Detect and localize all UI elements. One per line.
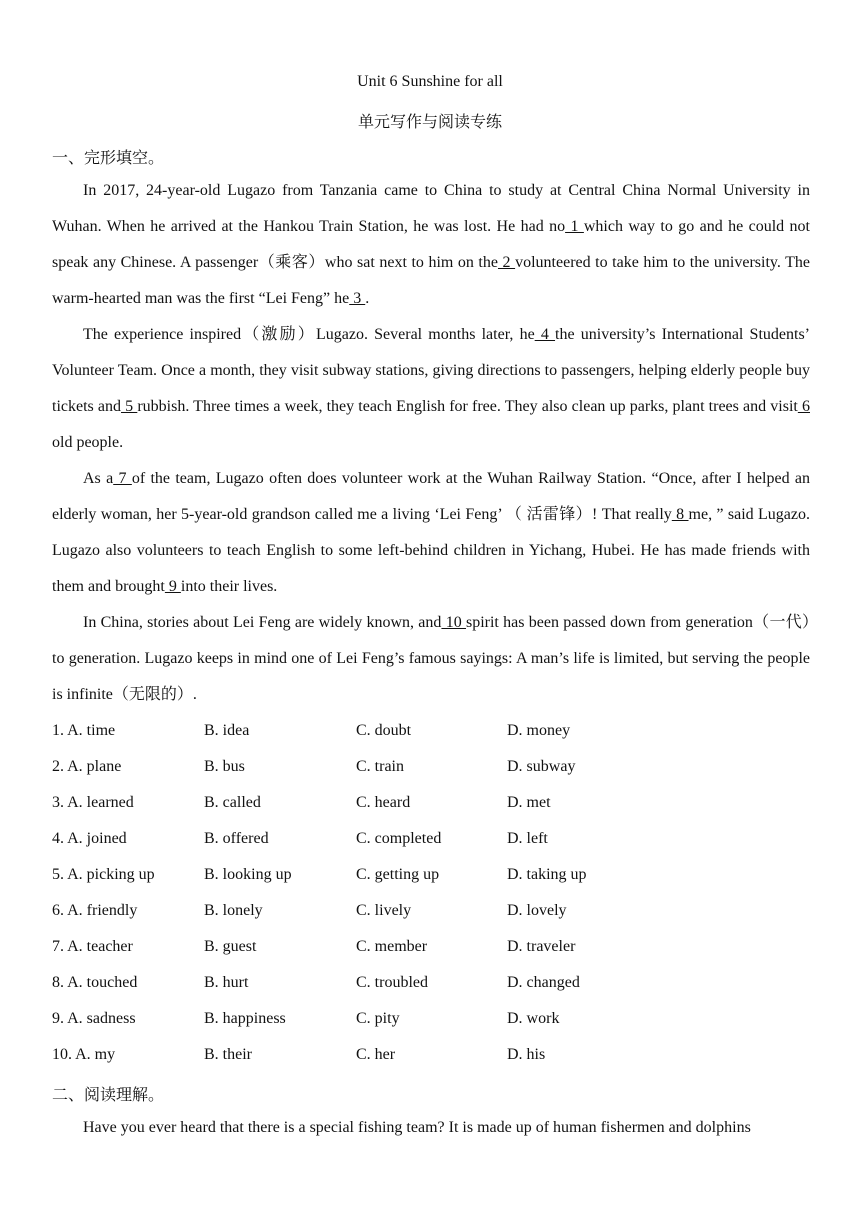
option-c: C. train — [356, 758, 404, 775]
option-row-7 — [52, 938, 812, 974]
blank-7: 7 — [113, 470, 132, 487]
blank-8: 8 — [671, 506, 689, 523]
paragraph-text: Have you ever heard that there is a special fishing team? It is made up of human fishermen and dolphins — [83, 1119, 751, 1136]
option-b: B. called — [204, 794, 261, 811]
option-c: C. getting up — [356, 866, 440, 883]
option-b: B. their — [204, 1046, 252, 1063]
option-d: D. met — [507, 794, 551, 811]
paragraph-text: which way to go and he could not speak any Chinese. A passenger（乘客）who sat next to him on the — [52, 218, 811, 271]
cloze-paragraph-1 — [52, 173, 810, 317]
option-c: C. doubt — [356, 722, 412, 739]
section-heading-reading: 二、阅读理解。 — [52, 1087, 165, 1104]
section-heading-cloze: 一、完形填空。 — [52, 150, 165, 167]
option-b: B. bus — [204, 758, 245, 775]
cloze-paragraph-3 — [52, 461, 810, 605]
paragraph-text: In China, stories about Lei Feng are widely known, and — [83, 614, 442, 631]
option-b: B. happiness — [204, 1010, 286, 1027]
option-row-8 — [52, 974, 812, 1010]
paragraph-text: The experience inspired（激励）Lugazo. Several months later, he — [83, 326, 535, 343]
blank-2: 2 — [497, 254, 516, 271]
option-d: D. lovely — [507, 902, 567, 919]
reading-paragraph-1 — [52, 1110, 810, 1146]
paragraph-text: into their lives. — [180, 578, 278, 595]
blank-1: 1 — [565, 218, 584, 235]
option-a: 2. A. plane — [52, 758, 122, 775]
blank-6: 6 — [797, 398, 810, 415]
option-d: D. his — [507, 1046, 546, 1063]
option-b: B. guest — [204, 938, 257, 955]
option-a: 4. A. joined — [52, 830, 127, 847]
option-a: 10. A. my — [52, 1046, 116, 1063]
option-d: D. subway — [507, 758, 576, 775]
paragraph-text: me, ” said Lugazo. Lugazo also volunteers to teach English to some left-behind children in Yichang, Hubei. He has made friends with them and brought — [52, 506, 810, 595]
blank-5: 5 — [121, 398, 138, 415]
option-row-3 — [52, 794, 812, 830]
paragraph-text: old people. — [52, 434, 124, 451]
option-d: D. traveler — [507, 938, 576, 955]
paragraph-text: of the team, Lugazo often does volunteer work at the Wuhan Railway Station. “Once, after I helped an elderly woman, her 5-year-old grandson called me a living ‘Lei Feng’ （ 活雷锋）! That really — [52, 470, 810, 523]
option-c: C. completed — [356, 830, 442, 847]
option-b: B. looking up — [204, 866, 292, 883]
option-d: D. work — [507, 1010, 560, 1027]
option-row-6 — [52, 902, 812, 938]
blank-4: 4 — [534, 326, 556, 343]
option-row-1 — [52, 722, 812, 758]
option-c: C. lively — [356, 902, 412, 919]
cloze-paragraph-4 — [52, 605, 810, 713]
option-a: 1. A. time — [52, 722, 116, 739]
option-b: B. hurt — [204, 974, 249, 991]
option-row-4 — [52, 830, 812, 866]
option-a: 8. A. touched — [52, 974, 138, 991]
blank-9: 9 — [164, 578, 181, 595]
paragraph-text: . — [365, 290, 370, 307]
option-a: 6. A. friendly — [52, 902, 138, 919]
paragraph-text: In 2017, 24-year-old Lugazo from Tanzania came to China to study at Central China Normal University in Wuhan. When he arrived at the Hankou Train Station, he was lost. He had no — [52, 182, 810, 235]
document-title: Unit 6 Sunshine for all — [357, 73, 503, 90]
option-b: B. lonely — [204, 902, 263, 919]
option-a: 3. A. learned — [52, 794, 134, 811]
option-a: 7. A. teacher — [52, 938, 133, 955]
cloze-paragraph-2 — [52, 317, 810, 461]
option-d: D. left — [507, 830, 548, 847]
option-d: D. changed — [507, 974, 580, 991]
blank-10: 10 — [441, 614, 466, 631]
option-row-10 — [52, 1046, 812, 1082]
option-d: D. taking up — [507, 866, 587, 883]
option-c: C. member — [356, 938, 428, 955]
option-c: C. troubled — [356, 974, 428, 991]
option-b: B. offered — [204, 830, 269, 847]
option-a: 5. A. picking up — [52, 866, 155, 883]
option-c: C. heard — [356, 794, 411, 811]
option-row-5 — [52, 866, 812, 902]
option-row-9 — [52, 1010, 812, 1046]
option-c: C. pity — [356, 1010, 400, 1027]
paragraph-text: rubbish. Three times a week, they teach English for free. They also clean up parks, plant trees and visit — [137, 398, 798, 415]
document-subtitle: 单元写作与阅读专练 — [357, 114, 502, 131]
option-c: C. her — [356, 1046, 396, 1063]
option-b: B. idea — [204, 722, 250, 739]
paragraph-text: spirit has been passed down from generation（一代）to generation. Lugazo keeps in mind one of Lei Feng’s famous sayings: A man’s life is limited, but serving the people is infinite（无限的）. — [52, 614, 811, 703]
paragraph-text: As a — [83, 470, 114, 487]
option-a: 9. A. sadness — [52, 1010, 136, 1027]
paragraph-text: the university’s International Students’ Volunteer Team. Once a month, they visit subway stations, giving directions to passengers, helping elderly people buy tickets and — [52, 326, 810, 415]
option-row-2 — [52, 758, 812, 794]
blank-3: 3 — [349, 290, 366, 307]
paragraph-text: volunteered to take him to the university. The warm-hearted man was the first “Lei Feng” he — [52, 254, 810, 307]
option-d: D. money — [507, 722, 571, 739]
